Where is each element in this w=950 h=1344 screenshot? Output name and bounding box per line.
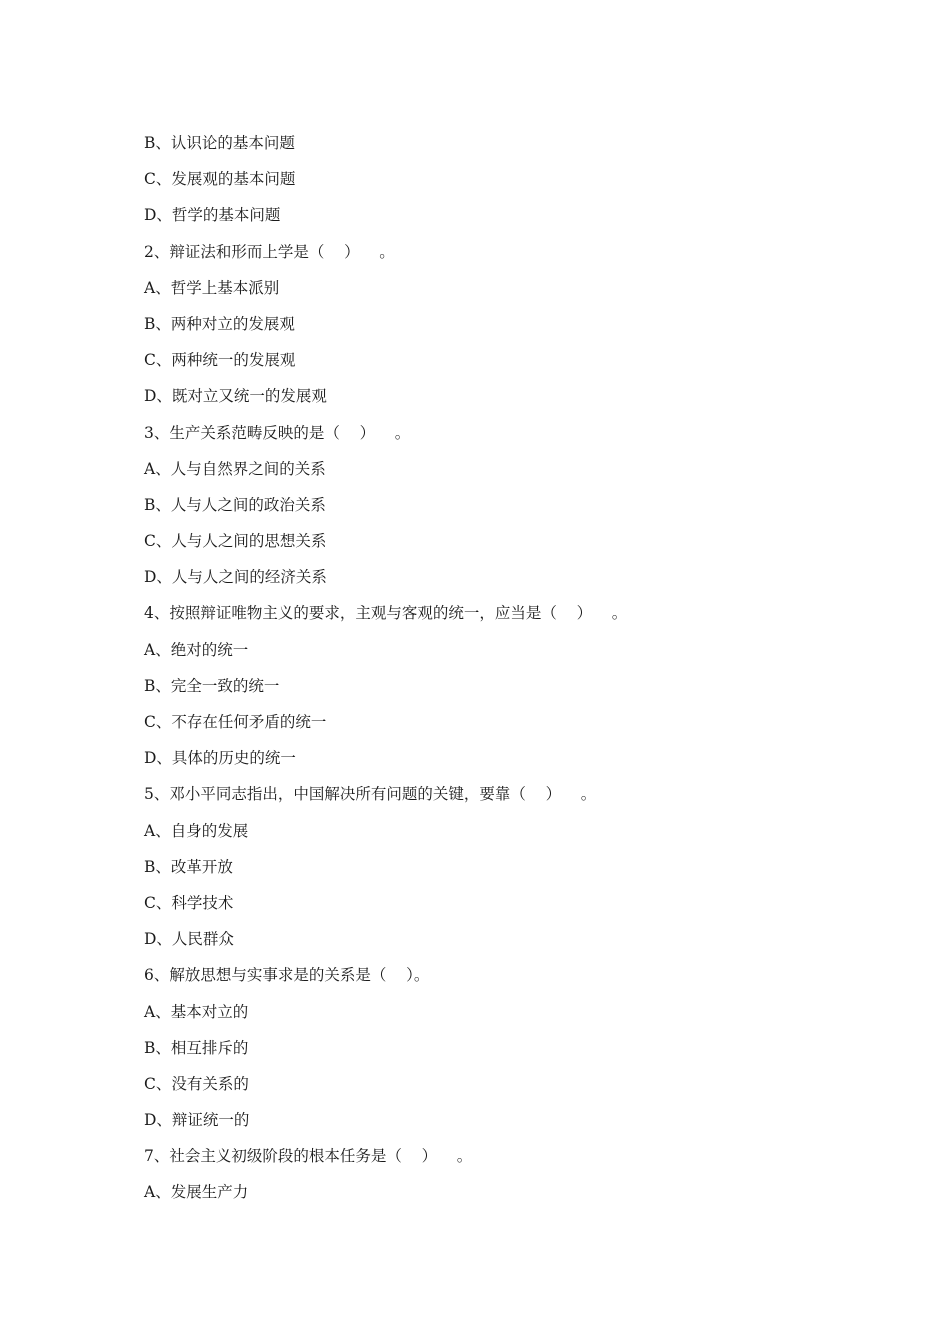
option-a-q4: A、绝对的统一 xyxy=(144,640,249,659)
option-c-q5: C、科学技术 xyxy=(144,893,234,912)
option-a-q5: A、自身的发展 xyxy=(144,821,249,840)
option-b-q3: B、人与人之间的政治关系 xyxy=(144,495,326,514)
option-a-q3: A、人与自然界之间的关系 xyxy=(144,459,326,478)
option-d-q2: D、既对立又统一的发展观 xyxy=(144,387,327,406)
option-d-q4: D、具体的历史的统一 xyxy=(144,749,296,768)
question-2: 2、辩证法和形而上学是（ ） 。 xyxy=(144,242,395,261)
option-b-q1: B、认识论的基本问题 xyxy=(144,134,295,152)
option-d-q5: D、人民群众 xyxy=(144,930,234,949)
option-c-q1: C、发展观的基本问题 xyxy=(144,170,296,189)
option-d-q1: D、哲学的基本问题 xyxy=(144,206,281,225)
question-6: 6、解放思想与实事求是的关系是（ ）。 xyxy=(144,966,430,985)
option-d-q6: D、辩证统一的 xyxy=(144,1111,250,1130)
option-b-q5: B、改革开放 xyxy=(144,857,233,876)
option-b-q6: B、相互排斥的 xyxy=(144,1038,249,1057)
option-b-q2: B、两种对立的发展观 xyxy=(144,314,295,333)
question-list xyxy=(144,131,844,1217)
option-a-q2: A、哲学上基本派别 xyxy=(144,278,280,297)
option-a-q6: A、基本对立的 xyxy=(144,1002,249,1021)
question-5: 5、邓小平同志指出，中国解决所有问题的关键，要靠（ ） 。 xyxy=(144,785,597,804)
option-c-q2: C、两种统一的发展观 xyxy=(144,351,296,370)
option-d-q3: D、人与人之间的经济关系 xyxy=(144,568,327,587)
question-7: 7、社会主义初级阶段的根本任务是（ ） 。 xyxy=(144,1147,473,1166)
question-4: 4、按照辩证唯物主义的要求，主观与客观的统一，应当是（ ） 。 xyxy=(144,604,628,623)
option-c-q4: C、不存在任何矛盾的统一 xyxy=(144,713,327,731)
option-c-q6: C、没有关系的 xyxy=(144,1074,249,1093)
option-c-q3: C、人与人之间的思想关系 xyxy=(144,532,327,551)
option-a-q7: A、发展生产力 xyxy=(144,1183,249,1202)
question-3: 3、生产关系范畴反映的是（ ） 。 xyxy=(144,423,411,442)
option-b-q4: B、完全一致的统一 xyxy=(144,676,280,695)
